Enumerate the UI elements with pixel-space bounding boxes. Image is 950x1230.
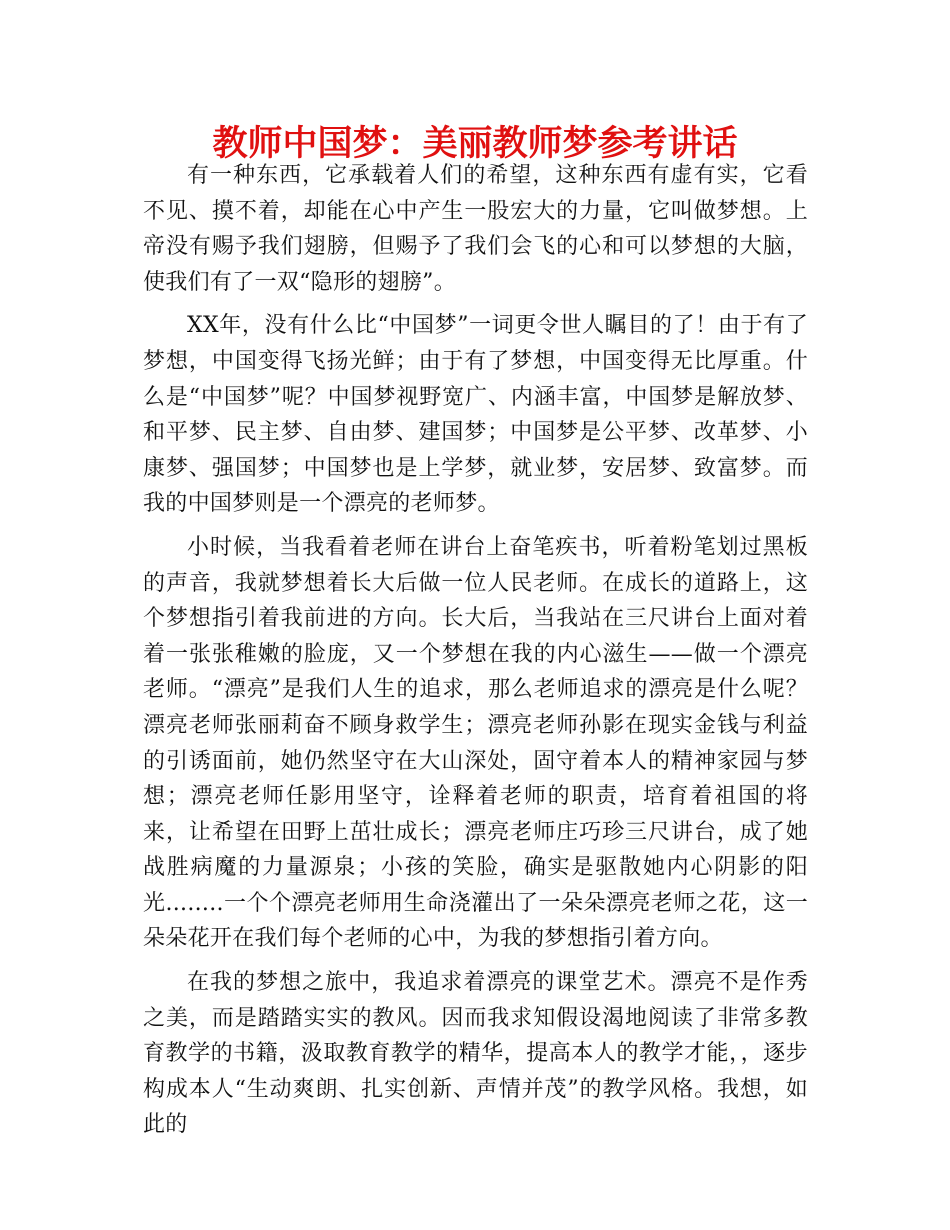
paragraph-4: 在我的梦想之旅中，我追求着漂亮的课堂艺术。漂亮不是作秀之美，而是踏踏实实的教风。因而我求知假设渴地阅读了非常多教育教学的书籍，汲取教育教学的精华，提高本人的教学才能，，逐步构成本人“生动爽朗、扎实创新、声情并茂”的教学风格。我想，如此的 (143, 970, 808, 1138)
paragraph-3: 小时候，当我看着老师在讲台上奋笔疾书，听着粉笔划过黑板的声音，我就梦想着长大后做一位人民老师。在成长的道路上，这个梦想指引着我前进的方向。长大后，当我站在三尺讲台上面对着着一张张稚嫩的脸庞，又一个梦想在我的内心滋生——做一个漂亮老师。“漂亮”是我们人生的追求，那么老师追求的漂亮是什么呢？漂亮老师张丽莉奋不顾身救学生；漂亮老师孙影在现实金钱与利益的引诱面前，她仍然坚守在大山深处，固守着本人的精神家园与梦想；漂亮老师任影用坚守，诠释着老师的职责，培育着祖国的将来，让希望在田野上茁壮成长；漂亮老师庄巧珍三尺讲台，成了她战胜病魔的力量源泉；小孩的笑脸，确实是驱散她内心阴影的阳光........一个个漂亮老师用生命浇灌出了一朵朵漂亮老师之花，这一朵朵花开在我们每个老师的心中，为我的梦想指引着方向。 (143, 534, 808, 952)
paragraph-2: XX年，没有什么比“中国梦”一词更令世人瞩目的了！由于有了梦想，中国变得飞扬光鲜；由于有了梦想，中国变得无比厚重。什么是“中国梦”呢？中国梦视野宽广、内涵丰富，中国梦是解放梦、和平梦、民主梦、自由梦、建国梦；中国梦是公平梦、改革梦、小康梦、强国梦；中国梦也是上学梦，就业梦，安居梦、致富梦。而我的中国梦则是一个漂亮的老师梦。 (143, 313, 808, 517)
paragraph-1: 有一种东西，它承载着人们的希望，这种东西有虚有实，它看不见、摸不着，却能在心中产生一股宏大的力量，它叫做梦想。上帝没有赐予我们翅膀，但赐予了我们会飞的心和可以梦想的大脑，使我们有了一双“隐形的翅膀”。 (143, 163, 808, 295)
document-body (143, 158, 808, 1143)
document-title: 教师中国梦：美丽教师梦参考讲话 (212, 124, 738, 164)
